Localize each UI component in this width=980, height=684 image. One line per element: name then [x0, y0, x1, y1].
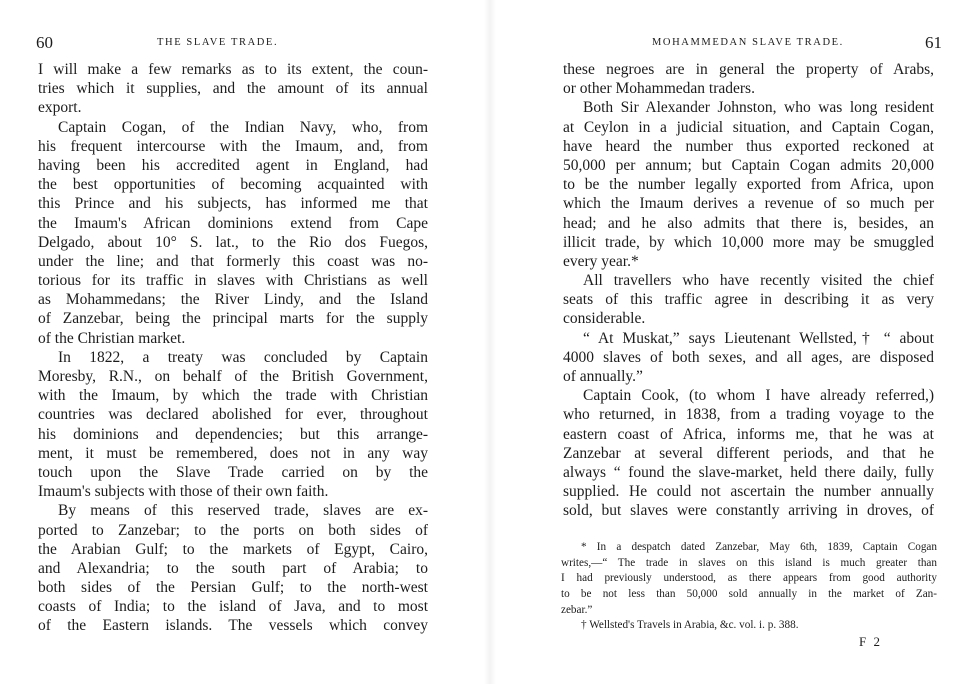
text-line: 4000 slaves of both sexes, and all ages, are disposed — [563, 348, 934, 366]
text-line: his frequent intercourse with the Imaum, and, from — [38, 137, 428, 155]
footnote-line: I had previously understood, as there appears from good authority — [561, 572, 937, 585]
footnotes — [561, 540, 937, 634]
text-line: I will make a few remarks as to its extent, the coun- — [38, 61, 428, 78]
text-line: to be the number legally exported from Africa, upon — [563, 176, 934, 194]
body-text — [38, 60, 428, 636]
text-line: coasts of India; to the island of Java, and to most — [38, 598, 428, 616]
text-line: the Imaum's African dominions extend from Cape — [38, 214, 428, 232]
text-line: Delgado, about 10° S. lat., to the Rio dos Fuegos, — [38, 233, 428, 251]
text-line: considerable. — [563, 310, 646, 328]
footnote-line: to be not less than 50,000 sold annually in the market of Zan- — [561, 588, 937, 601]
footnote-line: writes,—“ The trade in slaves on this island is much greater than — [561, 556, 937, 569]
text-line: having been his accredited agent in England, had — [38, 156, 428, 174]
text-line: under the line; and that formerly this coast was no- — [38, 252, 428, 270]
right-page — [490, 0, 980, 684]
text-line: sold, but slaves were constantly arriving in droves, of — [563, 502, 934, 520]
text-line: All travellers who have recently visited the chief — [583, 272, 934, 290]
text-line: Captain Cook, (to whom I have already referred,) — [583, 387, 934, 405]
text-line: this Prince and his subjects, has informed me that — [38, 195, 428, 213]
text-line: countries was declared abolished for ever, throughout — [38, 406, 428, 424]
text-line: Moresby, R.N., on behalf of the British Government, — [38, 368, 428, 385]
text-line: 50,000 per annum; but Captain Cogan admits 20,000 — [563, 156, 934, 174]
text-line: touch upon the Slave Trade carried on by the — [38, 463, 428, 481]
text-line: By means of this reserved trade, slaves are ex- — [58, 502, 428, 520]
text-line: or other Mohammedan traders. — [563, 80, 755, 98]
text-line: of the Christian market. — [38, 329, 186, 347]
text-line: head; and he also admits that there is, besides, an — [563, 214, 934, 232]
text-line: as Mohammedans; the River Lindy, and the Island — [38, 291, 428, 309]
text-line: In 1822, a treaty was concluded by Captain — [58, 348, 428, 366]
text-line: “ At Muskat,” says Lieutenant Wellsted,† “ about — [583, 329, 934, 347]
text-line: have heard the number thus exported reckoned at — [563, 137, 934, 155]
running-head: THE SLAVE TRADE. — [157, 37, 279, 48]
text-line: Zanzebar at several different periods, and that he — [563, 444, 934, 462]
text-line: illicit trade, by which 10,000 more may be smuggled — [563, 233, 934, 251]
text-line: always “ found the slave-market, held there daily, fully — [563, 463, 934, 481]
text-line: of annually.” — [563, 368, 643, 385]
text-line: with the Imaum, by which the trade with Christian — [38, 387, 428, 405]
text-line: tries which it supplies, and the amount of its annual — [38, 80, 428, 98]
text-line: export. — [38, 99, 82, 117]
text-line: which the Imaum derives a revenue of so much per — [563, 195, 934, 213]
text-line: Captain Cogan, of the Indian Navy, who, from — [58, 118, 428, 136]
footnote-line: † Wellsted's Travels in Arabia, &c. vol. i. p. 388. — [581, 619, 799, 632]
text-line: and Alexandria; to the south part of Arabia; to — [38, 559, 428, 577]
text-line: seats of this traffic agree in describing it as very — [563, 291, 934, 309]
page-number: 61 — [925, 33, 942, 52]
text-line: ment, it must be remembered, does not in any way — [38, 444, 428, 462]
text-line: both sides of the Persian Gulf; to the north-west — [38, 579, 428, 597]
text-line: torious for its traffic in slaves with Christians as well — [38, 272, 428, 290]
text-line: the best opportunities of becoming acquainted with — [38, 176, 428, 194]
text-line: these negroes are in general the property of Arabs, — [563, 61, 934, 78]
footnote-line: zebar.” — [561, 603, 593, 616]
text-line: Both Sir Alexander Johnston, who was long resident — [583, 99, 934, 117]
footnote-line: * In a despatch dated Zanzebar, May 6th, 1839, Captain Cogan — [581, 541, 937, 553]
running-head: MOHAMMEDAN SLAVE TRADE. — [652, 37, 844, 48]
text-line: Imaum's subjects with those of their own faith. — [38, 483, 329, 501]
signature-mark: F 2 — [859, 634, 882, 649]
text-line: at Ceylon in a judicial situation, and Captain Cogan, — [563, 118, 934, 136]
text-line: every year.* — [563, 252, 639, 270]
text-line: supplied. He could not ascertain the number annually — [563, 483, 934, 501]
text-line: of Zanzebar, being the principal marts for the supply — [38, 310, 428, 328]
text-line: the Arabian Gulf; to the markets of Egypt, Cairo, — [38, 540, 428, 558]
text-line: who returned, in 1838, from a trading voyage to the — [563, 406, 934, 424]
text-line: his dominions and dependencies; but this arrange- — [38, 425, 428, 443]
text-line: eastern coast of Africa, informs me, that he was at — [563, 425, 934, 443]
body-text — [563, 60, 934, 521]
page-number: 60 — [36, 33, 53, 52]
text-line: of the Eastern islands. The vessels which convey — [38, 617, 428, 635]
text-line: ported to Zanzebar; to the ports on both sides of — [38, 521, 428, 539]
